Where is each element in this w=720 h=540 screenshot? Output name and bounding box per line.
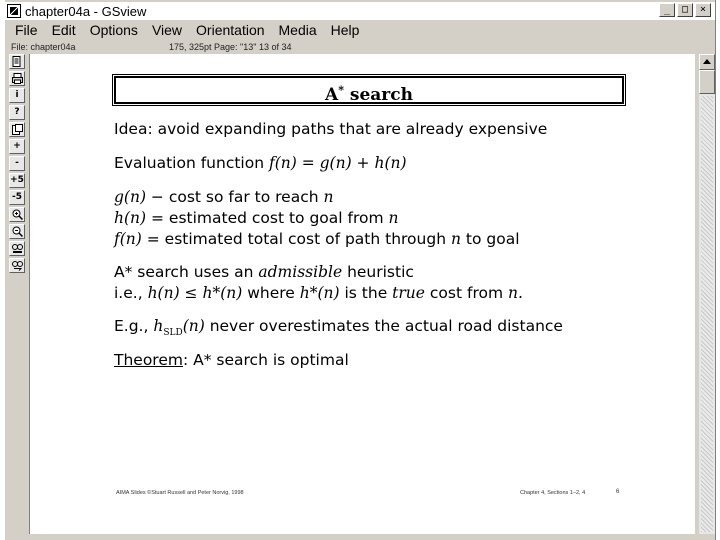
slide-footer-page-number: 6 bbox=[616, 489, 620, 495]
admissible-line: A* search uses an admissible heuristic bbox=[114, 263, 414, 281]
status-position: 175, 325pt Page: "13" 13 of 34 bbox=[169, 42, 292, 52]
scroll-up-arrow-icon[interactable] bbox=[699, 54, 715, 70]
find-next-icon[interactable] bbox=[9, 258, 25, 273]
f-definition-line: f(n) = estimated total cost of path through n to goal bbox=[114, 230, 520, 248]
find-icon[interactable] bbox=[9, 241, 25, 256]
skip-forward-icon[interactable]: +5 bbox=[9, 173, 25, 188]
open-icon[interactable] bbox=[9, 54, 25, 69]
prev-page-icon[interactable]: - bbox=[9, 156, 25, 171]
menu-help[interactable]: Help bbox=[330, 22, 360, 38]
info-icon[interactable]: i bbox=[9, 88, 25, 103]
scroll-thumb[interactable] bbox=[699, 70, 715, 94]
ie-line: i.e., h(n) ≤ h*(n) where h*(n) is the true cost from n. bbox=[114, 284, 523, 302]
slide-title-box bbox=[114, 76, 624, 104]
zoom-out-icon[interactable] bbox=[9, 224, 25, 239]
scroll-track[interactable] bbox=[701, 96, 713, 532]
theorem-line: Theorem: A* search is optimal bbox=[114, 351, 349, 369]
next-page-icon[interactable]: + bbox=[9, 139, 25, 154]
g-definition-line: g(n) − cost so far to reach n bbox=[114, 188, 334, 206]
help-icon[interactable]: ? bbox=[9, 105, 25, 120]
print-icon[interactable] bbox=[9, 71, 25, 86]
slide-footer-copyright: AIMA Slides ©Stuart Russell and Peter Norvig, 1998 bbox=[116, 490, 244, 496]
zoom-in-icon[interactable] bbox=[9, 207, 25, 222]
window-title: chapter04a - GSview bbox=[25, 3, 147, 19]
minimize-button[interactable]: _ bbox=[659, 3, 675, 17]
gsview-window bbox=[4, 0, 716, 540]
menu-view[interactable]: View bbox=[151, 22, 183, 38]
menu-orientation[interactable]: Orientation bbox=[196, 22, 265, 38]
status-file: File: chapter04a bbox=[11, 42, 76, 52]
restore-button[interactable]: □ bbox=[677, 3, 693, 17]
menu-bar bbox=[5, 20, 715, 40]
example-line: E.g., $h_{SLD}(n)$ never overestimates the actual road distance bbox=[114, 317, 563, 339]
toolbar bbox=[7, 54, 27, 534]
menu-options[interactable]: Options bbox=[89, 22, 138, 38]
idea-line: Idea: avoid expanding paths that are already expensive bbox=[114, 120, 548, 138]
slide-title: A* search bbox=[325, 83, 413, 105]
close-button[interactable]: × bbox=[695, 3, 711, 17]
vertical-scrollbar[interactable] bbox=[699, 54, 715, 534]
menu-edit[interactable]: Edit bbox=[51, 22, 76, 38]
menu-file[interactable]: File bbox=[15, 22, 38, 38]
h-definition-line: h(n) = estimated cost to goal from n bbox=[114, 209, 399, 227]
document-page[interactable] bbox=[29, 54, 695, 534]
gsview-app-icon[interactable] bbox=[7, 4, 21, 18]
menu-media[interactable]: Media bbox=[278, 22, 317, 38]
window-controls bbox=[659, 3, 711, 17]
evaluation-function-line: Evaluation function f(n) = g(n) + h(n) bbox=[114, 154, 407, 172]
title-bar[interactable] bbox=[5, 2, 715, 20]
slide-footer-chapter: Chapter 4, Sections 1–2, 4 bbox=[520, 490, 586, 496]
goto-page-icon[interactable] bbox=[9, 122, 25, 137]
status-bar bbox=[5, 40, 715, 54]
skip-back-icon[interactable]: -5 bbox=[9, 190, 25, 205]
